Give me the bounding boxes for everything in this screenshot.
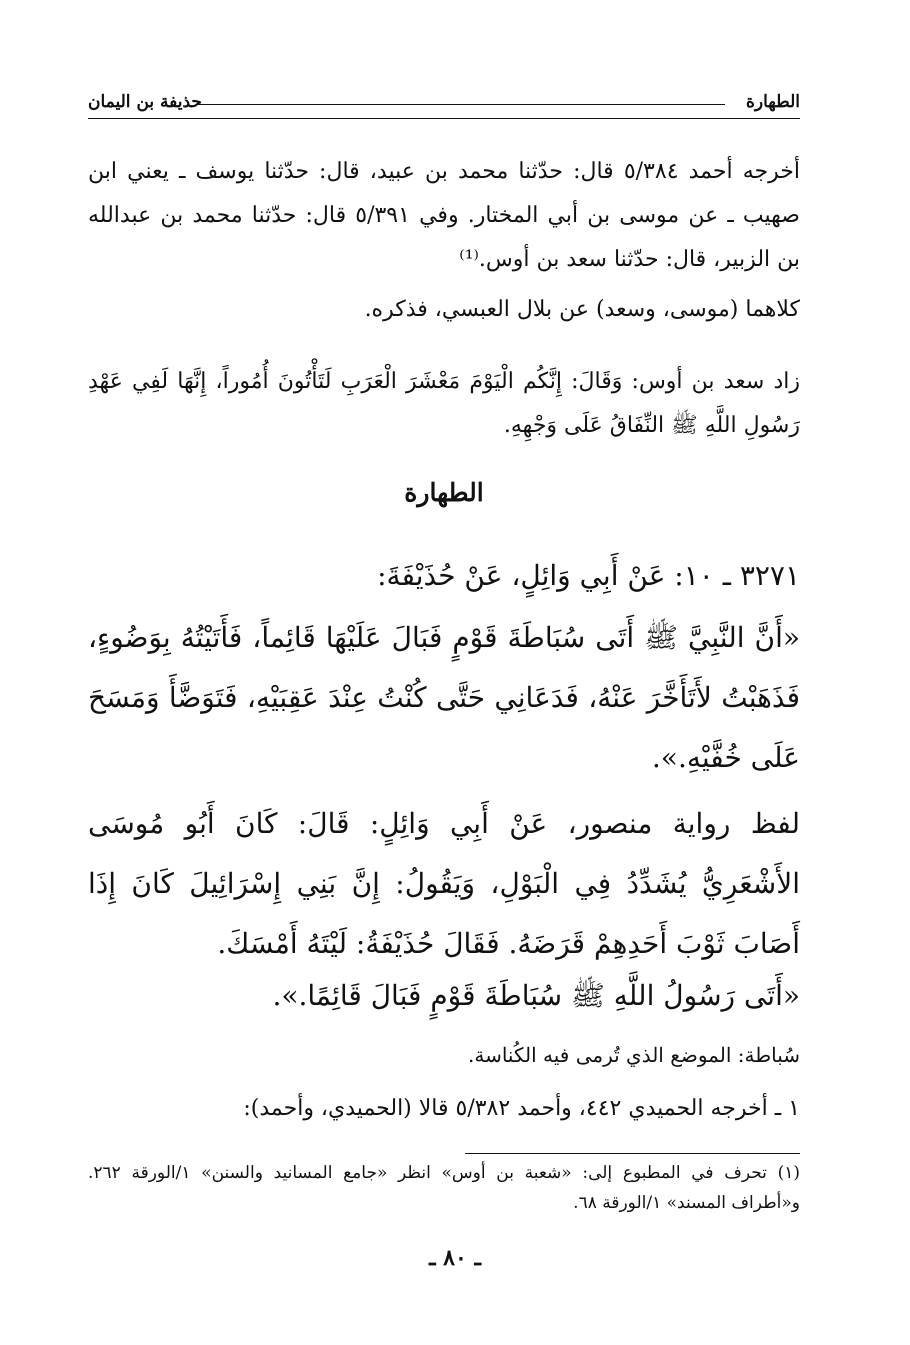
footnote: (١) تحرف في المطبوع إلى: «شعبة بن أوس» انظر «جامع المسانيد والسنن» ١/الورقة ٢٦٢. و«أطراف المسند» ١/الورقة ٦٨.	[88, 1163, 800, 1213]
hadith-heading: ٣٢٧١ ـ ١٠: عَنْ أَبِي وَائِلٍ، عَنْ حُذَيْفَةَ:	[377, 559, 800, 592]
running-header	[88, 90, 800, 120]
header-book-title: حذيفة بن اليمان	[88, 92, 202, 112]
takhrij-line: ١ ـ أخرجه الحميدي ٤٤٢، وأحمد ٥/٣٨٢ قالا (الحميدي، وأحمد):	[243, 1096, 800, 1121]
narrators-paragraph: كلاهما (موسى، وسعد) عن بلال العبسي، فذكره.	[364, 297, 800, 322]
hadith-text: «أَنَّ النَّبِيَّ ﷺ أَتَى سُبَاطَةَ قَوْمٍ فَبَالَ عَلَيْهَا قَائِماً، فَأَتَيْتُهُ بِوَضُوءٍ، فَذَهَبْتُ لأَتَأَخَّرَ عَنْهُ، فَدَعَانِي حَتَّى كُنْتُ عِنْدَ عَقِبَيْهِ، فَتَوَضَّأَ وَمَسَحَ عَلَى خُفَّيْهِ.».	[88, 621, 800, 774]
word-gloss: سُباطة: الموضع الذي تُرمى فيه الكُناسة.	[468, 1043, 800, 1067]
hadith-variant: «أَتَى رَسُولُ اللَّهِ ﷺ سُبَاطَةَ قَوْمٍ فَبَالَ قَائِمًا.».	[272, 979, 800, 1012]
addition-paragraph: زاد سعد بن أوس: وَقَالَ: إِنَّكُم الْيَوْمَ مَعْشَرَ الْعَرَبِ لَتَأْتُونَ أُمُوراً، إِنَّهَا لَفِي عَهْدِ رَسُولِ اللَّهِ ﷺ النِّفَاقُ عَلَى وَجْهِهِ.	[88, 369, 800, 438]
section-title: الطهارة	[404, 478, 484, 507]
page-number: ـ ٨٠ ـ	[429, 1245, 481, 1271]
header-chapter-title: الطهارة	[746, 92, 800, 112]
header-rule	[88, 118, 800, 119]
footnote-rule	[465, 1153, 800, 1154]
mansur-narration: لفظ رواية منصور، عَنْ أَبِي وَائِلٍ: قَالَ: كَانَ أَبُو مُوسَى الأَشْعَرِيُّ يُشَدِّدُ فِي الْبَوْلِ، وَيَقُولُ: إِنَّ بَنِي إِسْرَائِيلَ كَانَ إِذَا أَصَابَ ثَوْبَ أَحَدِهِمْ قَرَضَهُ. فَقَالَ حُذَيْفَةُ: لَيْتَهُ أَمْسَكَ.	[88, 807, 800, 960]
header-dash-rule	[198, 104, 725, 105]
takhrij-paragraph: أخرجه أحمد ٥/٣٨٤ قال: حدّثنا محمد بن عبيد، قال: حدّثنا يوسف ـ يعني ابن صهيب ـ عن موسى بن أبي المختار. وفي ٥/٣٩١ قال: حدّثنا محمد بن عبدالله بن الزبير، قال: حدّثنا سعد بن أوس.⁽¹⁾	[88, 159, 800, 272]
